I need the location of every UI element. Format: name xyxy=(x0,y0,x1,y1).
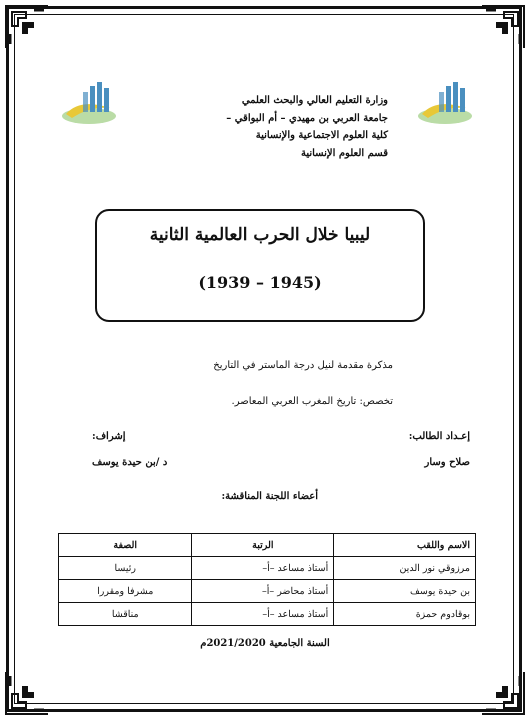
ministry-name: وزارة التعليم العالي والبحث العلمي xyxy=(241,95,388,106)
member-rank: أستاذ محاضر –أ– xyxy=(192,580,334,603)
corner-ornament-icon xyxy=(480,4,526,50)
member-rank: أستاذ مساعد –أ– xyxy=(192,557,334,580)
member-name: بن حيدة يوسف xyxy=(334,580,476,603)
university-logo-icon xyxy=(416,78,474,126)
corner-ornament-icon xyxy=(480,670,526,716)
header-rank: الرتبة xyxy=(192,534,334,557)
supervisor-name: د /بن حيدة يوسف xyxy=(92,457,168,468)
table-header-row xyxy=(59,534,476,557)
university-name: جامعة العربي بن مهيدي – أم البواقي – xyxy=(226,112,388,124)
member-name: بوقادوم حمزة xyxy=(334,603,476,626)
student-name: صلاح وسار xyxy=(424,457,470,468)
thesis-years: (1939 – 1945) xyxy=(198,273,322,292)
table-row xyxy=(59,557,476,580)
institution-header xyxy=(138,92,388,162)
member-name: مرزوقي نور الدين xyxy=(334,557,476,580)
member-role: مشرفا ومقررا xyxy=(59,580,192,603)
header-name: الاسم واللقب xyxy=(334,534,476,557)
student-label: إعـداد الطالب: xyxy=(408,431,470,442)
academic-year: السنة الجامعية 2021/2020م xyxy=(200,638,330,649)
member-role: رئيسا xyxy=(59,557,192,580)
committee-label: أعضاء اللجنة المناقشة: xyxy=(221,491,318,502)
university-logo-icon xyxy=(60,78,118,126)
specialization: تخصص: تاريخ المغرب العربي المعاصر. xyxy=(231,396,393,407)
thesis-description: مذكرة مقدمة لنيل درجة الماستر في التاريخ xyxy=(213,360,393,371)
department-name: قسم العلوم الإنسانية xyxy=(300,147,388,159)
committee-table xyxy=(58,533,476,626)
thesis-title: ليبيا خلال الحرب العالمية الثانية xyxy=(149,225,371,245)
table-row xyxy=(59,580,476,603)
table-row xyxy=(59,603,476,626)
corner-ornament-icon xyxy=(4,4,50,50)
supervisor-label: إشراف: xyxy=(92,431,126,442)
title-box xyxy=(95,209,425,322)
faculty-name: كلية العلوم الاجتماعية والإنسانية xyxy=(255,130,388,141)
member-role: مناقشا xyxy=(59,603,192,626)
corner-ornament-icon xyxy=(4,670,50,716)
member-rank: أستاذ مساعد –أ– xyxy=(192,603,334,626)
header-role: الصفة xyxy=(59,534,192,557)
